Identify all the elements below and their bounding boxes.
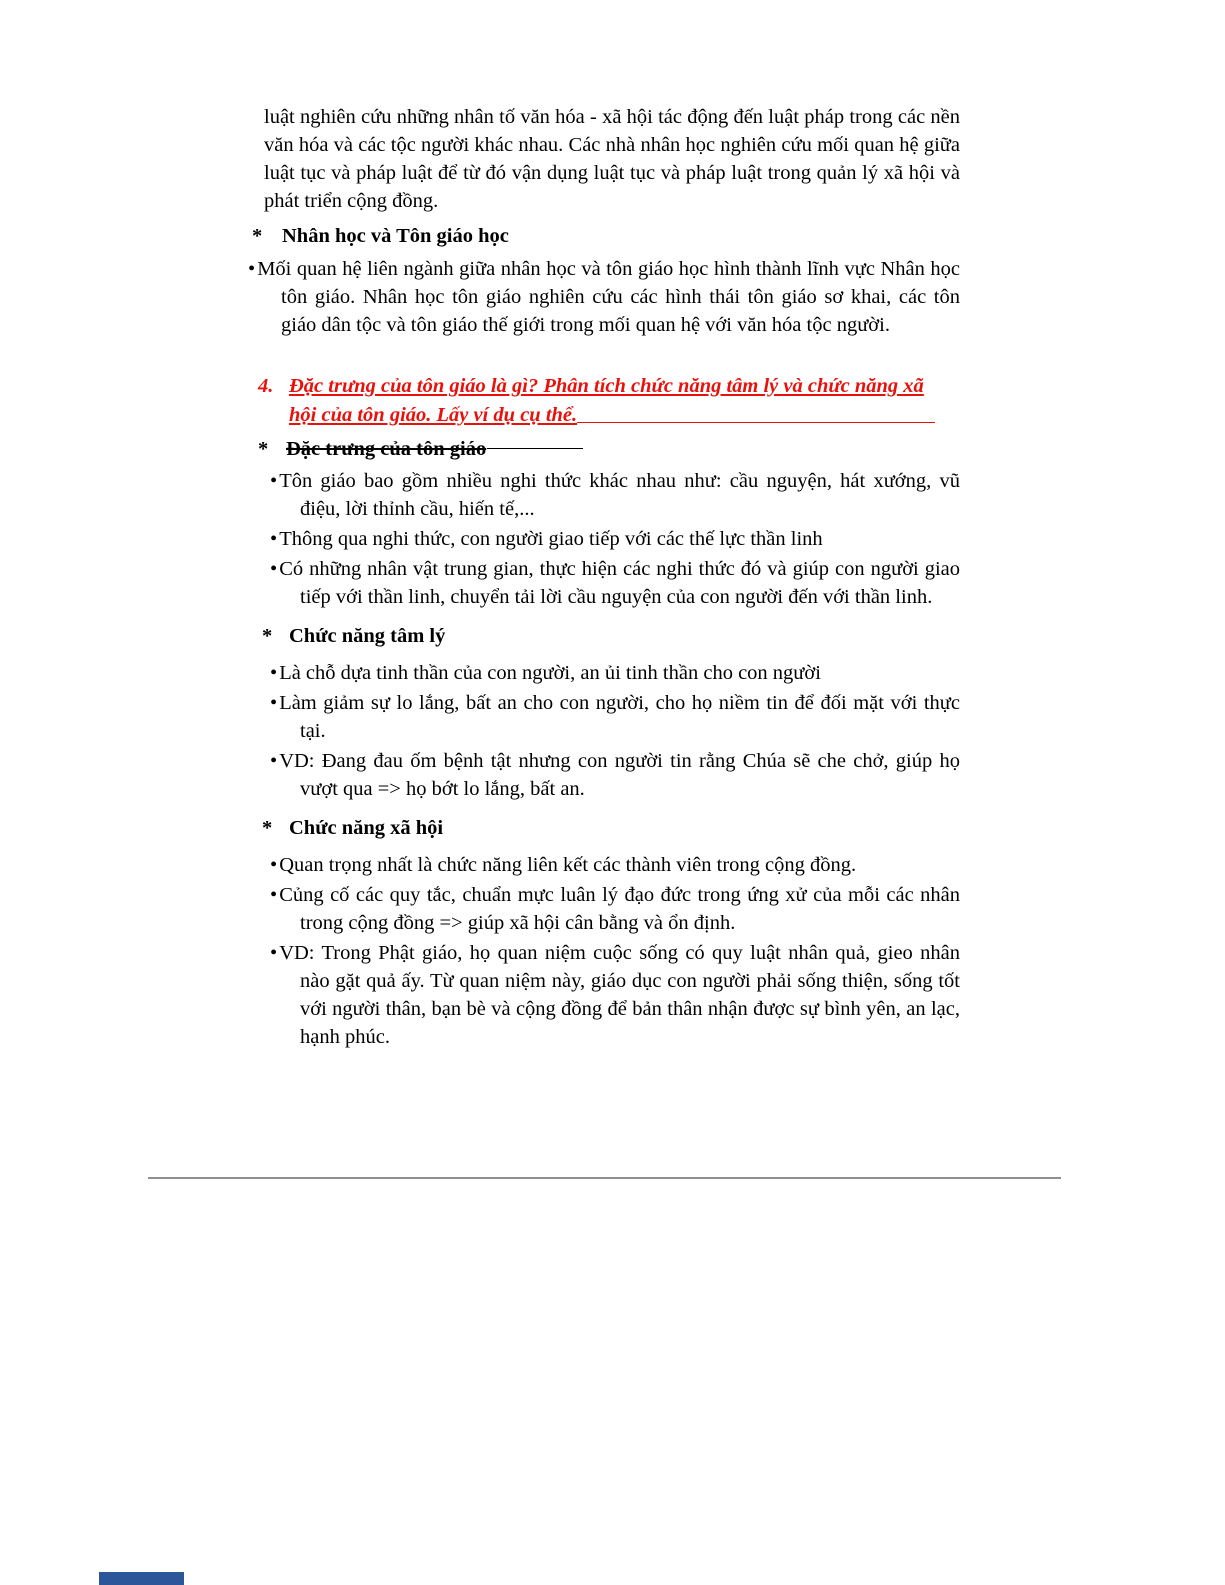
body-text-column bbox=[248, 103, 960, 1051]
strikethrough-extension bbox=[487, 448, 583, 450]
list-item-text: Thông qua nghi thức, con người giao tiếp với các thế lực thần linh bbox=[279, 528, 823, 550]
heading-psychological-function bbox=[262, 622, 960, 650]
heading-text: Chức năng tâm lý bbox=[289, 625, 446, 647]
list-item-characteristic bbox=[270, 555, 960, 611]
bullet-marker: • bbox=[270, 942, 278, 964]
list-item-text: Có những nhân vật trung gian, thực hiện các nghi thức đó và giúp con người giao tiếp với thần linh, chuyển tải lời cầu nguyện của con người đến với thần linh. bbox=[279, 558, 960, 608]
question-text-line-1: Đặc trưng của tôn giáo là gì? Phân tích chức năng tâm lý và chức năng xã bbox=[289, 375, 924, 397]
asterisk-marker: * bbox=[258, 438, 269, 460]
underline-extension bbox=[577, 422, 935, 423]
list-item-text: Làm giảm sự lo lắng, bất an cho con người, cho họ niềm tin để đối mặt với thực tại. bbox=[279, 692, 960, 742]
asterisk-marker: * bbox=[252, 225, 263, 247]
list-item-text: VD: Đang đau ốm bệnh tật nhưng con người tin rằng Chúa sẽ che chở, giúp họ vượt qua => họ bớt lo lắng, bất an. bbox=[279, 750, 960, 800]
bullet-marker: • bbox=[248, 258, 256, 280]
list-item-text: Mối quan hệ liên ngành giữa nhân học và tôn giáo học hình thành lĩnh vực Nhân học tôn giáo. Nhân học tôn giáo nghiên cứu các hình thái tôn giáo sơ khai, các tôn giáo dân tộc và tôn giáo thế giới trong mối quan hệ với văn hóa tộc người. bbox=[257, 258, 960, 336]
question-number: 4. bbox=[258, 375, 274, 397]
bullet-marker: • bbox=[270, 662, 278, 684]
list-item-psychological bbox=[270, 659, 960, 687]
question-4-line-2 bbox=[258, 401, 960, 430]
heading-anthropology-and-religion-studies bbox=[252, 222, 960, 250]
bullet-marker: • bbox=[270, 558, 278, 580]
heading-text: Nhân học và Tôn giáo học bbox=[282, 225, 509, 247]
bullet-marker: • bbox=[270, 692, 278, 714]
question-4-heading bbox=[258, 372, 960, 430]
bullet-marker: • bbox=[270, 750, 278, 772]
asterisk-marker: * bbox=[262, 625, 273, 647]
list-item-psychological bbox=[270, 747, 960, 803]
bottom-blue-bar bbox=[99, 1572, 184, 1585]
list-item-characteristic bbox=[270, 467, 960, 523]
paragraph-legal-anthropology: luật nghiên cứu những nhân tố văn hóa - xã hội tác động đến luật pháp trong các nền văn hóa và các tộc người khác nhau. Các nhà nhân học nghiên cứu mối quan hệ giữa luật tục và pháp luật để từ đó vận dụng luật tục và pháp luật trong quản lý xã hội và phát triển cộng đồng. bbox=[264, 106, 960, 212]
list-item-text: Quan trọng nhất là chức năng liên kết các thành viên trong cộng đồng. bbox=[279, 854, 857, 876]
heading-text-strikethrough: Đặc trưng của tôn giáo bbox=[286, 438, 487, 460]
list-item-text: Tôn giáo bao gồm nhiều nghi thức khác nhau như: cầu nguyện, hát xướng, vũ điệu, lời thỉnh cầu, hiến tế,... bbox=[279, 470, 960, 520]
list-item-social bbox=[270, 939, 960, 1051]
list-item-psychological bbox=[270, 689, 960, 745]
asterisk-marker: * bbox=[262, 817, 273, 839]
page-divider-line bbox=[148, 1177, 1061, 1179]
question-text-line-2: hội của tôn giáo. Lấy ví dụ cụ thể. bbox=[289, 404, 578, 426]
heading-religion-characteristics bbox=[258, 435, 960, 463]
list-item-social bbox=[270, 851, 960, 879]
bullet-marker: • bbox=[270, 528, 278, 550]
list-item-text: Là chỗ dựa tinh thần của con người, an ủi tinh thần cho con người bbox=[279, 662, 821, 684]
bullet-marker: • bbox=[270, 470, 278, 492]
list-item-text: VD: Trong Phật giáo, họ quan niệm cuộc sống có quy luật nhân quả, gieo nhân nào gặt quả ấy. Từ quan niệm này, giáo dục con người phải sống thiện, sống tốt với người thân, bạn bè và cộng đồng để bản thân nhận được sự bình yên, an lạc, hạnh phúc. bbox=[279, 942, 960, 1048]
list-item-social bbox=[270, 881, 960, 937]
bullet-marker: • bbox=[270, 884, 278, 906]
heading-text: Chức năng xã hội bbox=[289, 817, 444, 839]
bullet-marker: • bbox=[270, 854, 278, 876]
heading-social-function bbox=[262, 814, 960, 842]
question-4-line-1 bbox=[258, 372, 960, 401]
list-item-religion-studies bbox=[248, 255, 960, 339]
list-item-characteristic bbox=[270, 525, 960, 553]
list-item-text: Củng cố các quy tắc, chuẩn mực luân lý đạo đức trong ứng xử của mỗi các nhân trong cộng đồng => giúp xã hội cân bằng và ổn định. bbox=[279, 884, 960, 934]
